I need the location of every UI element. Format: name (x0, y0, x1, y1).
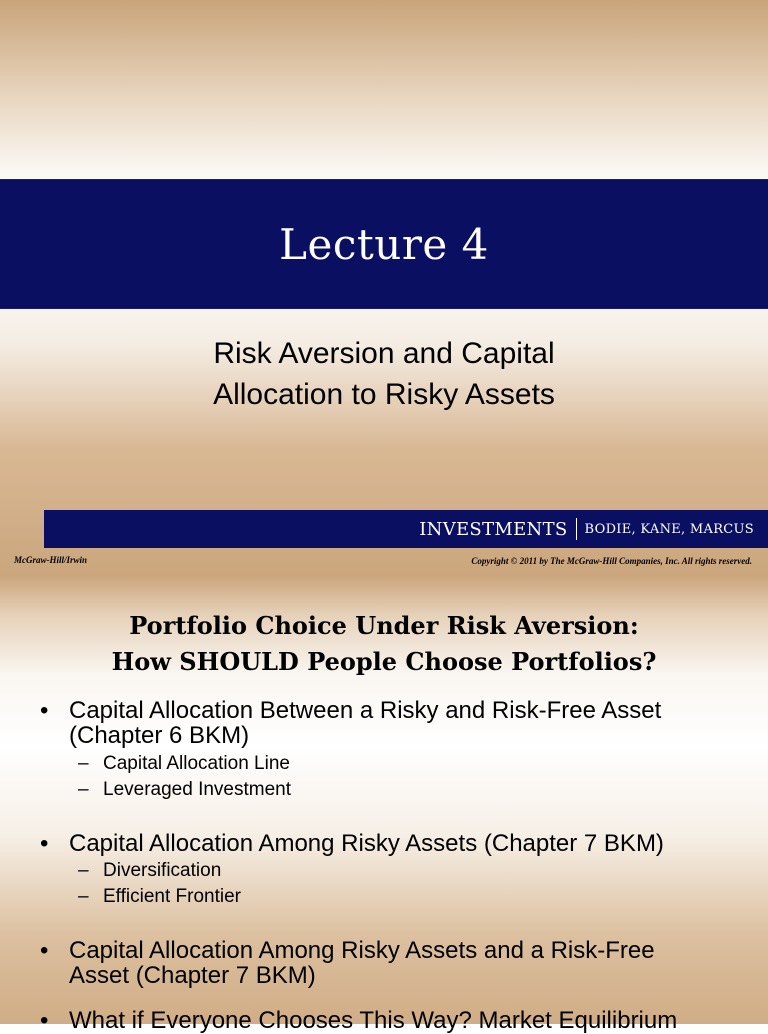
title-line: Portfolio Choice Under Risk Aversion: (129, 611, 639, 640)
content-slide-title (0, 608, 768, 680)
bullet-text: Capital Allocation Among Risky Assets and a Risk-Free (69, 937, 655, 964)
publisher-label: McGraw-Hill/Irwin (14, 555, 88, 565)
footer-separator (576, 518, 577, 540)
sub-bullet-item (78, 777, 291, 803)
subtitle-line: Allocation to Risky Assets (213, 378, 555, 411)
sub-bullet-marker: – (78, 753, 89, 774)
slide-title: Lecture 4 (279, 219, 489, 269)
title-line: How SHOULD People Choose Portfolios? (111, 647, 657, 676)
sub-bullet-text: Efficient Frontier (103, 886, 241, 907)
sub-bullet-item (78, 858, 221, 884)
footer-authors: BODIE, KANE, MARCUS (584, 521, 754, 537)
title-band (0, 179, 768, 309)
copyright-notice: Copyright © 2011 by The McGraw-Hill Companies, Inc. All rights reserved. (471, 556, 752, 566)
bullet-marker: • (40, 697, 49, 724)
sub-bullet-text: Leveraged Investment (103, 779, 292, 800)
sub-bullet-item (78, 884, 241, 910)
bullet-text: Asset (Chapter 7 BKM) (69, 962, 316, 989)
sub-bullet-marker: – (78, 860, 89, 881)
footer-brand: INVESTMENTS (419, 518, 568, 540)
sub-bullet-marker: – (78, 779, 89, 800)
sub-bullet-item (78, 751, 290, 777)
sub-bullet-text: Diversification (103, 860, 222, 881)
slide-subtitle (0, 333, 768, 415)
sub-bullet-marker: – (78, 886, 89, 907)
bullet-text: (Chapter 6 BKM) (69, 722, 250, 749)
bullet-marker: • (40, 1007, 49, 1034)
bullet-marker: • (40, 830, 49, 857)
bullet-text: Capital Allocation Among Risky Assets (Chapter 7 BKM) (69, 830, 664, 857)
footer-band (44, 510, 768, 548)
bullet-text: What if Everyone Chooses This Way? Market Equilibrium (69, 1007, 678, 1034)
bullet-text: Capital Allocation Between a Risky and Risk-Free Asset (69, 697, 662, 724)
sub-bullet-text: Capital Allocation Line (103, 753, 290, 774)
bullet-marker: • (40, 937, 49, 964)
subtitle-line: Risk Aversion and Capital (213, 337, 555, 370)
